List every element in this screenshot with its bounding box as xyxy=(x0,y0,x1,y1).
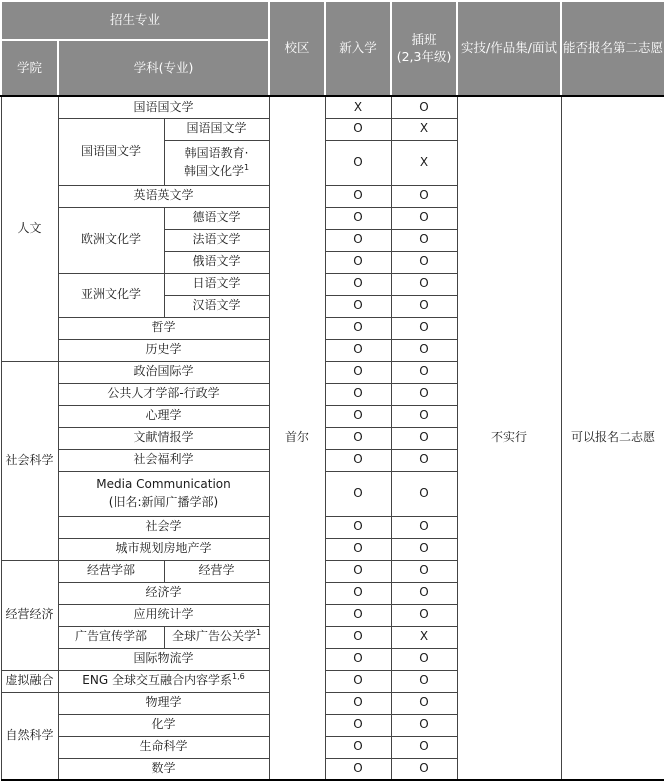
new-admission-cell: O xyxy=(325,140,391,185)
subject-text: 全球广告公关学$^1$ xyxy=(171,628,262,644)
new-admission-cell: O xyxy=(325,405,391,427)
practical-cell: 不实行 xyxy=(457,96,561,780)
new-admission-cell: O xyxy=(325,361,391,383)
subject-cell xyxy=(58,405,269,427)
transfer-cell: O xyxy=(391,383,457,405)
subject-text: Media Communication xyxy=(96,477,231,492)
subject-cell xyxy=(58,449,269,471)
subject-cell xyxy=(58,317,269,339)
new-admission-cell: O xyxy=(325,648,391,670)
subject-text: 应用统计学 xyxy=(133,607,194,622)
transfer-cell: O xyxy=(391,339,457,361)
new-admission-cell: O xyxy=(325,185,391,207)
new-admission-cell: O xyxy=(325,383,391,405)
new-admission-cell: O xyxy=(325,692,391,714)
new-admission-cell: O xyxy=(325,427,391,449)
campus-cell: 首尔 xyxy=(269,96,325,780)
new-admission-cell: O xyxy=(325,670,391,692)
subject-cell xyxy=(58,736,269,758)
subject-text: 日语文学 xyxy=(192,276,241,291)
new-admission-cell: O xyxy=(325,736,391,758)
subject-text: 公共人才学部-行政学 xyxy=(107,386,220,401)
new-admission-cell: O xyxy=(325,229,391,251)
transfer-cell: O xyxy=(391,758,457,780)
group-cell: 广告宣传学部 xyxy=(58,626,164,648)
subject-text: 社会学 xyxy=(145,519,182,534)
new-admission-cell: O xyxy=(325,471,391,516)
subject-text: 化学 xyxy=(151,717,176,732)
subject-text: 法语文学 xyxy=(192,232,241,247)
header-second-choice: 能否报名第二志愿 xyxy=(561,1,664,96)
header-college: 学院 xyxy=(1,40,58,96)
group-cell: 国语国文学 xyxy=(58,118,164,185)
header-transfer xyxy=(391,1,457,96)
transfer-cell: O xyxy=(391,736,457,758)
subject-text: 文献情报学 xyxy=(133,430,194,445)
table-body xyxy=(1,96,664,780)
subject-text: 国语国文学 xyxy=(186,121,247,136)
transfer-cell: O xyxy=(391,295,457,317)
subject-cell xyxy=(164,273,269,295)
transfer-cell: O xyxy=(391,471,457,516)
new-admission-cell: O xyxy=(325,339,391,361)
transfer-cell: O xyxy=(391,670,457,692)
new-admission-cell: O xyxy=(325,516,391,538)
subject-text: 历史学 xyxy=(145,342,182,357)
footnote-marker: 1,6 xyxy=(231,672,245,682)
new-admission-cell: O xyxy=(325,295,391,317)
subject-text: (旧名:新闻广播学部) xyxy=(108,494,219,509)
new-admission-cell: O xyxy=(325,449,391,471)
group-cell: 欧洲文化学 xyxy=(58,207,164,273)
subject-cell xyxy=(58,427,269,449)
college-cell: 自然科学 xyxy=(1,692,58,780)
subject-cell xyxy=(164,207,269,229)
header-practical: 实技/作品集/面试 xyxy=(457,1,561,96)
subject-cell xyxy=(58,758,269,780)
subject-text: 哲学 xyxy=(151,320,176,335)
subject-text: 经济学 xyxy=(145,585,182,600)
new-admission-cell: O xyxy=(325,317,391,339)
subject-text: 英语英文学 xyxy=(133,188,194,203)
new-admission-cell: O xyxy=(325,626,391,648)
transfer-cell: O xyxy=(391,229,457,251)
transfer-cell: X xyxy=(391,118,457,140)
new-admission-cell: O xyxy=(325,273,391,295)
subject-cell xyxy=(164,118,269,140)
transfer-cell: O xyxy=(391,582,457,604)
subject-text: 国际物流学 xyxy=(133,651,194,666)
subject-cell xyxy=(58,516,269,538)
header-row-top xyxy=(1,1,664,40)
subject-cell xyxy=(58,714,269,736)
subject-text: 物理学 xyxy=(145,695,182,710)
subject-cell xyxy=(164,251,269,273)
group-cell: 亚洲文化学 xyxy=(58,273,164,317)
subject-text: ENG 全球交互融合内容学系$^{1,6}$ xyxy=(82,672,245,688)
transfer-cell: O xyxy=(391,538,457,560)
transfer-cell: O xyxy=(391,361,457,383)
transfer-cell: O xyxy=(391,185,457,207)
subject-text: 韩国文化学$^1$ xyxy=(183,162,250,178)
subject-cell xyxy=(58,96,269,118)
transfer-cell: O xyxy=(391,516,457,538)
second-choice-cell: 可以报名二志愿 xyxy=(561,96,664,780)
subject-text: 汉语文学 xyxy=(192,298,241,313)
subject-cell xyxy=(58,604,269,626)
subject-text: 政治国际学 xyxy=(133,364,194,379)
transfer-cell: O xyxy=(391,251,457,273)
new-admission-cell: O xyxy=(325,582,391,604)
header-campus: 校区 xyxy=(269,1,325,96)
subject-text: 数学 xyxy=(151,761,176,776)
transfer-cell: O xyxy=(391,207,457,229)
header-major-group: 招生专业 xyxy=(1,1,269,40)
subject-text: 俄语文学 xyxy=(192,254,241,269)
table-row xyxy=(1,96,664,118)
transfer-cell: O xyxy=(391,648,457,670)
subject-cell xyxy=(58,361,269,383)
college-cell: 人文 xyxy=(1,96,58,361)
new-admission-cell: O xyxy=(325,560,391,582)
new-admission-cell: O xyxy=(325,714,391,736)
college-cell: 经营经济 xyxy=(1,560,58,670)
college-cell: 虚拟融合 xyxy=(1,670,58,692)
new-admission-cell: O xyxy=(325,758,391,780)
subject-text: 生命科学 xyxy=(139,739,188,754)
header-new-admission: 新入学 xyxy=(325,1,391,96)
footnote-marker: 1 xyxy=(243,162,250,172)
subject-cell xyxy=(164,140,269,185)
subject-text: 经营学 xyxy=(198,563,235,578)
subject-text: 城市规划房地产学 xyxy=(115,541,212,556)
subject-cell xyxy=(58,383,269,405)
transfer-cell: O xyxy=(391,604,457,626)
subject-cell xyxy=(58,582,269,604)
transfer-cell: X xyxy=(391,626,457,648)
group-cell: 经营学部 xyxy=(58,560,164,582)
new-admission-cell: O xyxy=(325,207,391,229)
subject-text: 心理学 xyxy=(145,408,182,423)
subject-cell xyxy=(58,339,269,361)
transfer-cell: O xyxy=(391,317,457,339)
transfer-cell: O xyxy=(391,692,457,714)
header-department: 学科(专业) xyxy=(58,40,269,96)
header-transfer-line1: 插班 xyxy=(411,31,437,47)
subject-cell xyxy=(58,692,269,714)
transfer-cell: X xyxy=(391,140,457,185)
transfer-cell: O xyxy=(391,714,457,736)
transfer-cell: O xyxy=(391,96,457,118)
new-admission-cell: X xyxy=(325,96,391,118)
subject-text: 韩国语教育· xyxy=(184,146,249,161)
table-header xyxy=(1,1,664,96)
transfer-cell: O xyxy=(391,560,457,582)
subject-cell xyxy=(164,626,269,648)
subject-cell xyxy=(58,648,269,670)
header-transfer-line2: (2,3年级) xyxy=(396,48,452,64)
subject-cell xyxy=(58,185,269,207)
subject-cell xyxy=(58,670,269,692)
subject-cell xyxy=(164,560,269,582)
new-admission-cell: O xyxy=(325,251,391,273)
subject-cell xyxy=(164,229,269,251)
footnote-marker: 1 xyxy=(255,628,262,638)
new-admission-cell: O xyxy=(325,604,391,626)
transfer-cell: O xyxy=(391,405,457,427)
subject-cell xyxy=(58,471,269,516)
new-admission-cell: O xyxy=(325,118,391,140)
transfer-cell: O xyxy=(391,449,457,471)
subject-text: 国语国文学 xyxy=(133,99,194,114)
new-admission-cell: O xyxy=(325,538,391,560)
college-cell: 社会科学 xyxy=(1,361,58,560)
subject-cell xyxy=(58,538,269,560)
subject-text: 德语文学 xyxy=(192,210,241,225)
transfer-cell: O xyxy=(391,273,457,295)
subject-text: 社会福利学 xyxy=(133,452,194,467)
transfer-cell: O xyxy=(391,427,457,449)
subject-cell xyxy=(164,295,269,317)
